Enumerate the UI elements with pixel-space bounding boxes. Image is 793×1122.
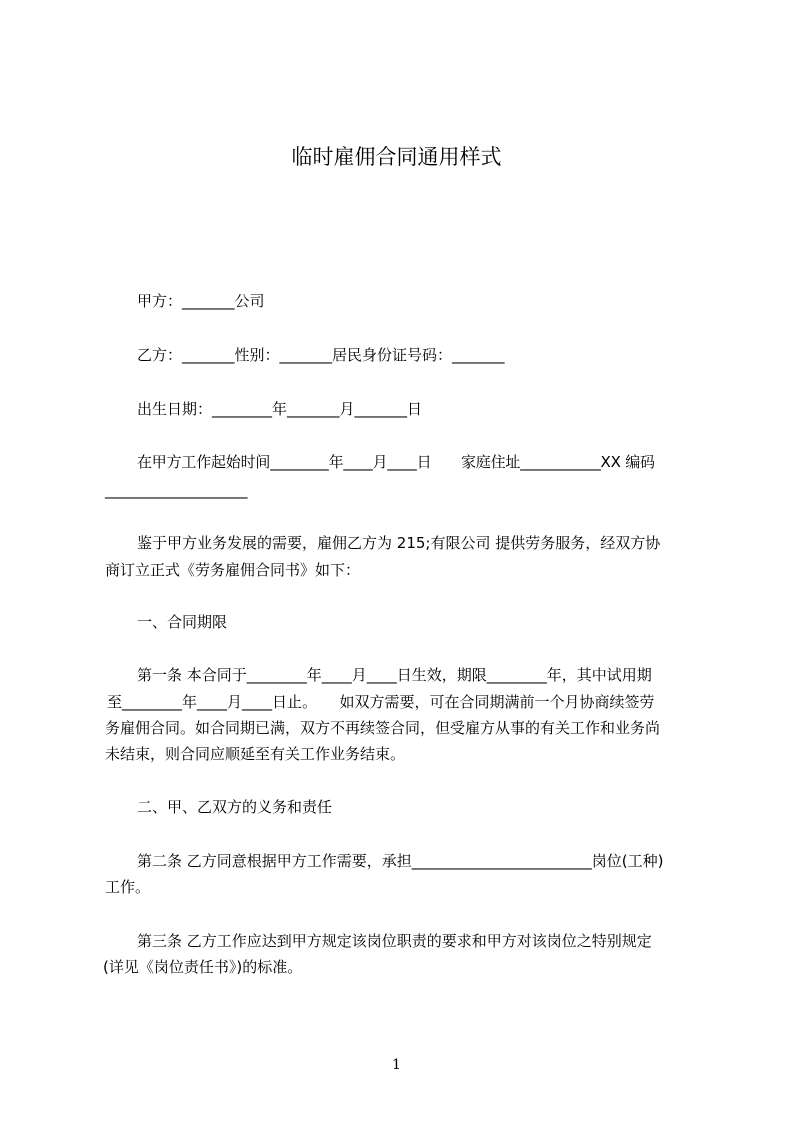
page-title: 临时雇佣合同通用样式 — [291, 145, 502, 169]
birth-date-line: 出生日期：________年_______月_______日 — [137, 400, 423, 418]
work-start-line: 在甲方工作起始时间________年____月____日 家庭住址___________XX 编码 — [137, 453, 655, 471]
article-1-line-4: 未结束，则合同应顺延至有关工作业务结束。 — [105, 745, 406, 763]
article-2-line-1: 第二条 乙方同意根据甲方工作需要，承担________________________岗位(工种) — [137, 852, 664, 870]
preamble-line-1: 鉴于甲方业务发展的需要，雇佣乙方为 215;有限公司 提供劳务服务，经双方协 — [137, 534, 661, 552]
party-a-line: 甲方：_______公司 — [137, 292, 265, 310]
article-1-line-1: 第一条 本合同于________年____月____日生效，期限________年，其中试用期 — [137, 666, 652, 684]
section-heading-1: 一、合同期限 — [137, 613, 228, 631]
preamble-line-2: 商订立正式《劳务雇佣合同书》如下： — [105, 561, 361, 579]
page-number: 1 — [392, 1057, 401, 1073]
section-heading-2: 二、甲、乙双方的义务和责任 — [137, 798, 333, 816]
postal-code-blank: ___________________ — [105, 481, 248, 499]
article-1-line-2: 至________年____月____日止。 如双方需要，可在合同期满前一个月协商续签劳 — [107, 693, 655, 711]
article-3-line-2: (详见《岗位责任书》)的标准。 — [103, 958, 303, 976]
article-1-line-3: 务雇佣合同。如合同期已满，双方不再续签合同，但受雇方从事的有关工作和业务尚 — [105, 719, 661, 737]
article-3-line-1: 第三条 乙方工作应达到甲方规定该岗位职责的要求和甲方对该岗位之特别规定 — [137, 932, 652, 950]
article-2-line-2: 工作。 — [105, 878, 151, 896]
party-b-line: 乙方：_______性别：_______居民身份证号码：_______ — [137, 346, 505, 364]
